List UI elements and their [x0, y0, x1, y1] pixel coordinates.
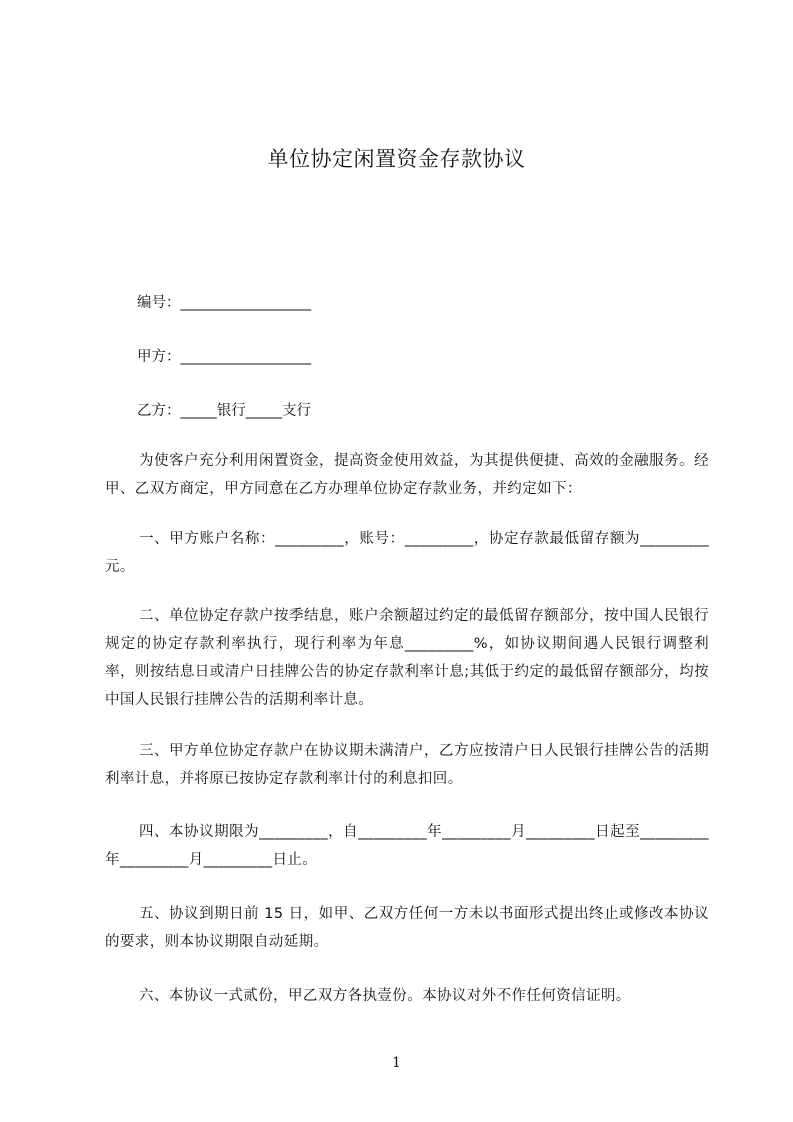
party-a-blank: __________________ [180, 349, 311, 365]
number-field [137, 291, 311, 312]
intro-paragraph: 为使客户充分利用闲置资金，提高资金使用效益，为其提供便捷、高效的金融服务。经甲、乙双方商定，甲方同意在乙方办理单位协定存款业务，并约定如下： [105, 453, 709, 497]
clause-1: 一、甲方账户名称：_________，账号：_________，协定存款最低留存额为_________元。 [105, 531, 709, 575]
page-number: 1 [392, 1055, 401, 1071]
clause-2: 二、单位协定存款户按季结息，账户余额超过约定的最低留存额部分，按中国人民银行规定的协定存款利率执行，现行利率为年息_________%，如协议期间遇人民银行调整利率，则按结息日或清户日挂牌公告的协定存款利率计息;其低于约定的最低留存额部分，均按中国人民银行挂牌公告的活期利率计息。 [105, 608, 709, 708]
number-blank: __________________ [180, 295, 311, 311]
clause-6: 六、本协议一式贰份，甲乙双方各执壹份。本协议对外不作任何资信证明。 [139, 988, 631, 1004]
clause-4: 四、本协议期限为_________，自_________年_________月_________日起至_________年_________月_________日止。 [105, 824, 709, 868]
clause-3: 三、甲方单位协定存款户在协议期未满清户，乙方应按清户日人民银行挂牌公告的活期利率计息，并将原已按协定存款利率计付的利息扣回。 [105, 743, 709, 787]
document-title: 单位协定闲置资金存款协议 [267, 147, 526, 171]
clause-5: 五、协议到期日前 15 日，如甲、乙双方任何一方未以书面形式提出终止或修改本协议的要求，则本协议期限自动延期。 [105, 906, 709, 950]
party-a-label: 甲方： [137, 349, 181, 365]
party-a-field [137, 345, 311, 366]
party-b-field: 乙方：_____银行_____支行 [137, 403, 311, 419]
number-label: 编号： [137, 295, 181, 311]
